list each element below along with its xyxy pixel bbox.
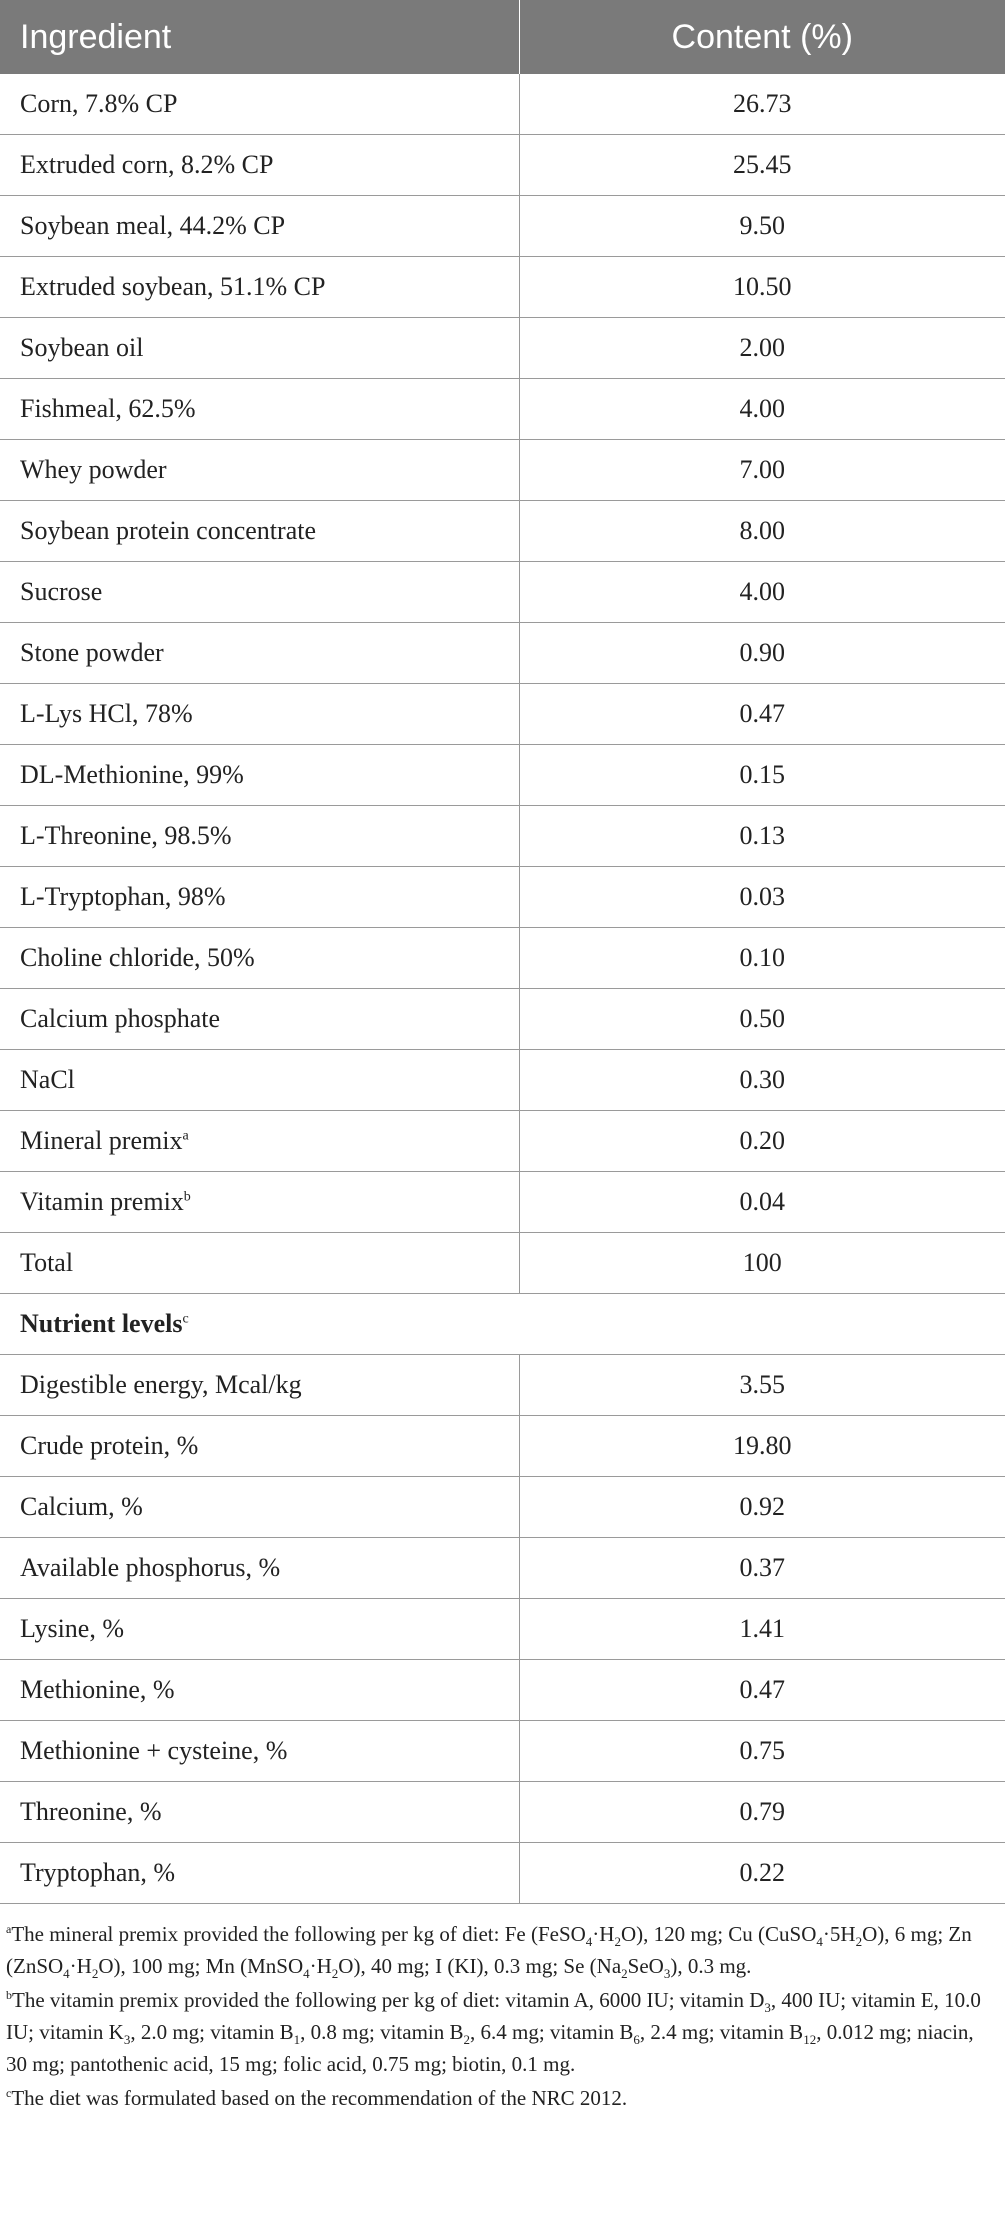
ingredient-name: Mineral premix xyxy=(20,1126,183,1155)
table-row xyxy=(0,196,1005,257)
ingredient-cell xyxy=(0,1416,519,1477)
ingredient-name: Crude protein, % xyxy=(20,1431,199,1460)
footnote-subscript: 4 xyxy=(303,1966,310,1982)
ingredient-cell xyxy=(0,684,519,745)
table-row xyxy=(0,501,1005,562)
ingredient-cell xyxy=(0,1843,519,1904)
table-row xyxy=(0,867,1005,928)
table-row xyxy=(0,1721,1005,1782)
content-value: 26.73 xyxy=(519,74,1005,135)
table-row xyxy=(0,257,1005,318)
ingredient-name: Fishmeal, 62.5% xyxy=(20,394,196,423)
ingredient-name: Extruded corn, 8.2% CP xyxy=(20,150,274,179)
table-row xyxy=(0,1111,1005,1172)
footnote-subscript: 4 xyxy=(816,1934,823,1950)
footnote-text: , 400 IU; vitamin E, 10.0 IU; vitamin K xyxy=(6,1988,981,2044)
content-value: 0.03 xyxy=(519,867,1005,928)
table-body xyxy=(0,74,1005,1904)
footnote-text: The mineral premix provided the following per kg of diet: Fe (FeSO xyxy=(11,1922,586,1946)
ingredient-name: L-Tryptophan, 98% xyxy=(20,882,226,911)
table-row xyxy=(0,74,1005,135)
footnote-subscript: 2 xyxy=(621,1966,628,1982)
ingredient-cell xyxy=(0,1355,519,1416)
footnote-mark: a xyxy=(6,1922,12,1936)
table-row xyxy=(0,1172,1005,1233)
ingredient-cell xyxy=(0,928,519,989)
footnote-subscript: 2 xyxy=(331,1966,339,1982)
table-row xyxy=(0,1538,1005,1599)
ingredient-name: Vitamin premix xyxy=(20,1187,184,1216)
ingredient-cell xyxy=(0,1538,519,1599)
footnote-mark: a xyxy=(182,1128,189,1144)
table-row xyxy=(0,135,1005,196)
table-row xyxy=(0,806,1005,867)
ingredient-name: Lysine, % xyxy=(20,1614,124,1643)
footnote-mark: b xyxy=(6,1988,12,2002)
content-value: 100 xyxy=(519,1233,1005,1294)
footnote-subscript: 3 xyxy=(764,2000,771,2016)
table-row xyxy=(0,989,1005,1050)
ingredient-cell xyxy=(0,745,519,806)
content-value: 0.13 xyxy=(519,806,1005,867)
ingredient-cell xyxy=(0,1111,519,1172)
content-value: 0.37 xyxy=(519,1538,1005,1599)
ingredient-cell xyxy=(0,1599,519,1660)
ingredient-name: Methionine, % xyxy=(20,1675,175,1704)
table-row xyxy=(0,1416,1005,1477)
ingredient-cell xyxy=(0,806,519,867)
ingredient-cell xyxy=(0,1721,519,1782)
footnote-mark: c xyxy=(6,2086,12,2100)
ingredient-cell xyxy=(0,1660,519,1721)
table-row xyxy=(0,562,1005,623)
table-row xyxy=(0,379,1005,440)
footnote-text: ·H xyxy=(592,1922,615,1946)
nutrient-levels-section-row xyxy=(0,1294,1005,1355)
footnote-text: ), 0.3 mg. xyxy=(670,1954,752,1978)
table-row xyxy=(0,1355,1005,1416)
ingredient-name: Choline chloride, 50% xyxy=(20,943,255,972)
content-value: 0.47 xyxy=(519,684,1005,745)
content-value: 2.00 xyxy=(519,318,1005,379)
content-value: 9.50 xyxy=(519,196,1005,257)
ingredient-cell xyxy=(0,1172,519,1233)
ingredient-cell xyxy=(0,135,519,196)
ingredient-cell xyxy=(0,440,519,501)
content-value: 0.20 xyxy=(519,1111,1005,1172)
table-row xyxy=(0,1660,1005,1721)
content-value: 4.00 xyxy=(519,379,1005,440)
ingredient-cell xyxy=(0,501,519,562)
table-row xyxy=(0,745,1005,806)
content-value: 0.90 xyxy=(519,623,1005,684)
footnote-text: O), 100 mg; Mn (MnSO xyxy=(98,1954,304,1978)
footnote-text: ·H xyxy=(69,1954,92,1978)
footnote-subscript: 2 xyxy=(91,1966,99,1982)
ingredient-name: DL-Methionine, 99% xyxy=(20,760,244,789)
ingredient-name: Calcium phosphate xyxy=(20,1004,221,1033)
table-row xyxy=(0,440,1005,501)
nutrient-levels-label: Nutrient levels xyxy=(20,1309,183,1338)
footnote-text: , 2.0 mg; vitamin B xyxy=(130,2020,294,2044)
footnote-mark: c xyxy=(182,1311,189,1327)
table-row xyxy=(0,318,1005,379)
table-row xyxy=(0,1050,1005,1111)
ingredient-name: NaCl xyxy=(20,1065,75,1094)
table-row xyxy=(0,928,1005,989)
footnote-text: The diet was formulated based on the recommendation of the NRC 2012. xyxy=(11,2086,628,2110)
content-value: 7.00 xyxy=(519,440,1005,501)
ingredient-name: L-Threonine, 98.5% xyxy=(20,821,232,850)
ingredient-cell xyxy=(0,867,519,928)
ingredient-name: Soybean meal, 44.2% CP xyxy=(20,211,286,240)
footnote-b xyxy=(6,1984,999,2080)
ingredient-cell xyxy=(0,318,519,379)
content-value: 4.00 xyxy=(519,562,1005,623)
footnote-text: , 6.4 mg; vitamin B xyxy=(470,2020,634,2044)
footnote-c xyxy=(6,2082,999,2114)
ingredient-name: Corn, 7.8% CP xyxy=(20,89,178,118)
footnote-subscript: 1 xyxy=(293,2032,301,2048)
footnote-text: O), 40 mg; I (KI), 0.3 mg; Se (Na xyxy=(338,1954,622,1978)
ingredient-name: Total xyxy=(20,1248,74,1277)
footnote-subscript: 12 xyxy=(803,2032,817,2048)
ingredient-cell xyxy=(0,1782,519,1843)
footnote-text: ·5H xyxy=(822,1922,856,1946)
content-value: 0.30 xyxy=(519,1050,1005,1111)
ingredient-name: Threonine, % xyxy=(20,1797,162,1826)
table-row xyxy=(0,623,1005,684)
content-value: 3.55 xyxy=(519,1355,1005,1416)
table-row xyxy=(0,1477,1005,1538)
ingredient-cell xyxy=(0,257,519,318)
ingredient-name: Whey powder xyxy=(20,455,167,484)
table-header-row xyxy=(0,0,1005,74)
footnote-text: SeO xyxy=(627,1954,664,1978)
footnote-subscript: 3 xyxy=(123,2032,131,2048)
content-value: 19.80 xyxy=(519,1416,1005,1477)
footnote-text: , 0.8 mg; vitamin B xyxy=(300,2020,464,2044)
footnote-subscript: 4 xyxy=(63,1966,70,1982)
content-value: 25.45 xyxy=(519,135,1005,196)
footnote-subscript: 2 xyxy=(855,1934,863,1950)
content-value: 0.50 xyxy=(519,989,1005,1050)
ingredient-name: Soybean oil xyxy=(20,333,144,362)
ingredient-name: Stone powder xyxy=(20,638,164,667)
ingredient-cell xyxy=(0,379,519,440)
content-value: 0.22 xyxy=(519,1843,1005,1904)
ingredient-cell xyxy=(0,74,519,135)
ingredient-cell xyxy=(0,1477,519,1538)
table-row xyxy=(0,684,1005,745)
header-ingredient: Ingredient xyxy=(0,0,519,74)
footnote-subscript: 6 xyxy=(633,2032,640,2048)
table-row xyxy=(0,1843,1005,1904)
content-value: 0.04 xyxy=(519,1172,1005,1233)
ingredient-name: L-Lys HCl, 78% xyxy=(20,699,193,728)
content-value: 0.10 xyxy=(519,928,1005,989)
content-value: 0.79 xyxy=(519,1782,1005,1843)
footnote-subscript: 2 xyxy=(463,2032,471,2048)
footnote-subscript: 4 xyxy=(585,1934,593,1950)
ingredient-cell xyxy=(0,989,519,1050)
content-value: 0.75 xyxy=(519,1721,1005,1782)
ingredient-name: Soybean protein concentrate xyxy=(20,516,316,545)
content-value: 0.47 xyxy=(519,1660,1005,1721)
ingredient-name: Sucrose xyxy=(20,577,103,606)
footnote-text: , 2.4 mg; vitamin B xyxy=(639,2020,804,2044)
ingredient-name: Tryptophan, % xyxy=(20,1858,176,1887)
content-value: 1.41 xyxy=(519,1599,1005,1660)
header-content: Content (%) xyxy=(519,0,1005,74)
ingredient-cell xyxy=(0,1050,519,1111)
footnote-text: The vitamin premix provided the following per kg of diet: vitamin A, 6000 IU; vitamin D xyxy=(12,1988,765,2012)
content-value: 0.15 xyxy=(519,745,1005,806)
footnote-text: O), 120 mg; Cu (CuSO xyxy=(620,1922,817,1946)
footnote-subscript: 2 xyxy=(614,1934,621,1950)
footnote-a xyxy=(6,1918,999,1982)
ingredient-cell xyxy=(0,562,519,623)
table-row xyxy=(0,1599,1005,1660)
footnote-subscript: 3 xyxy=(663,1966,671,1982)
ingredient-cell xyxy=(0,623,519,684)
table-row xyxy=(0,1233,1005,1294)
footnotes xyxy=(0,1904,1005,2114)
ingredient-name: Calcium, % xyxy=(20,1492,143,1521)
footnote-text: O), 6 mg; Zn (ZnSO xyxy=(6,1922,972,1978)
ingredient-cell xyxy=(0,1233,519,1294)
ingredient-name: Extruded soybean, 51.1% CP xyxy=(20,272,326,301)
content-value: 0.92 xyxy=(519,1477,1005,1538)
ingredient-name: Digestible energy, Mcal/kg xyxy=(20,1370,302,1399)
ingredient-name: Available phosphorus, % xyxy=(20,1553,281,1582)
table-row xyxy=(0,1782,1005,1843)
footnote-mark: b xyxy=(183,1189,191,1205)
ingredient-cell xyxy=(0,196,519,257)
content-value: 8.00 xyxy=(519,501,1005,562)
nutrient-levels-heading xyxy=(0,1294,1005,1355)
ingredient-name: Methionine + cysteine, % xyxy=(20,1736,288,1765)
footnote-text: , 0.012 mg; niacin, 30 mg; pantothenic acid, 15 mg; folic acid, 0.75 mg; biotin, 0.1 mg. xyxy=(6,2020,974,2076)
content-value: 10.50 xyxy=(519,257,1005,318)
footnote-text: ·H xyxy=(309,1954,332,1978)
